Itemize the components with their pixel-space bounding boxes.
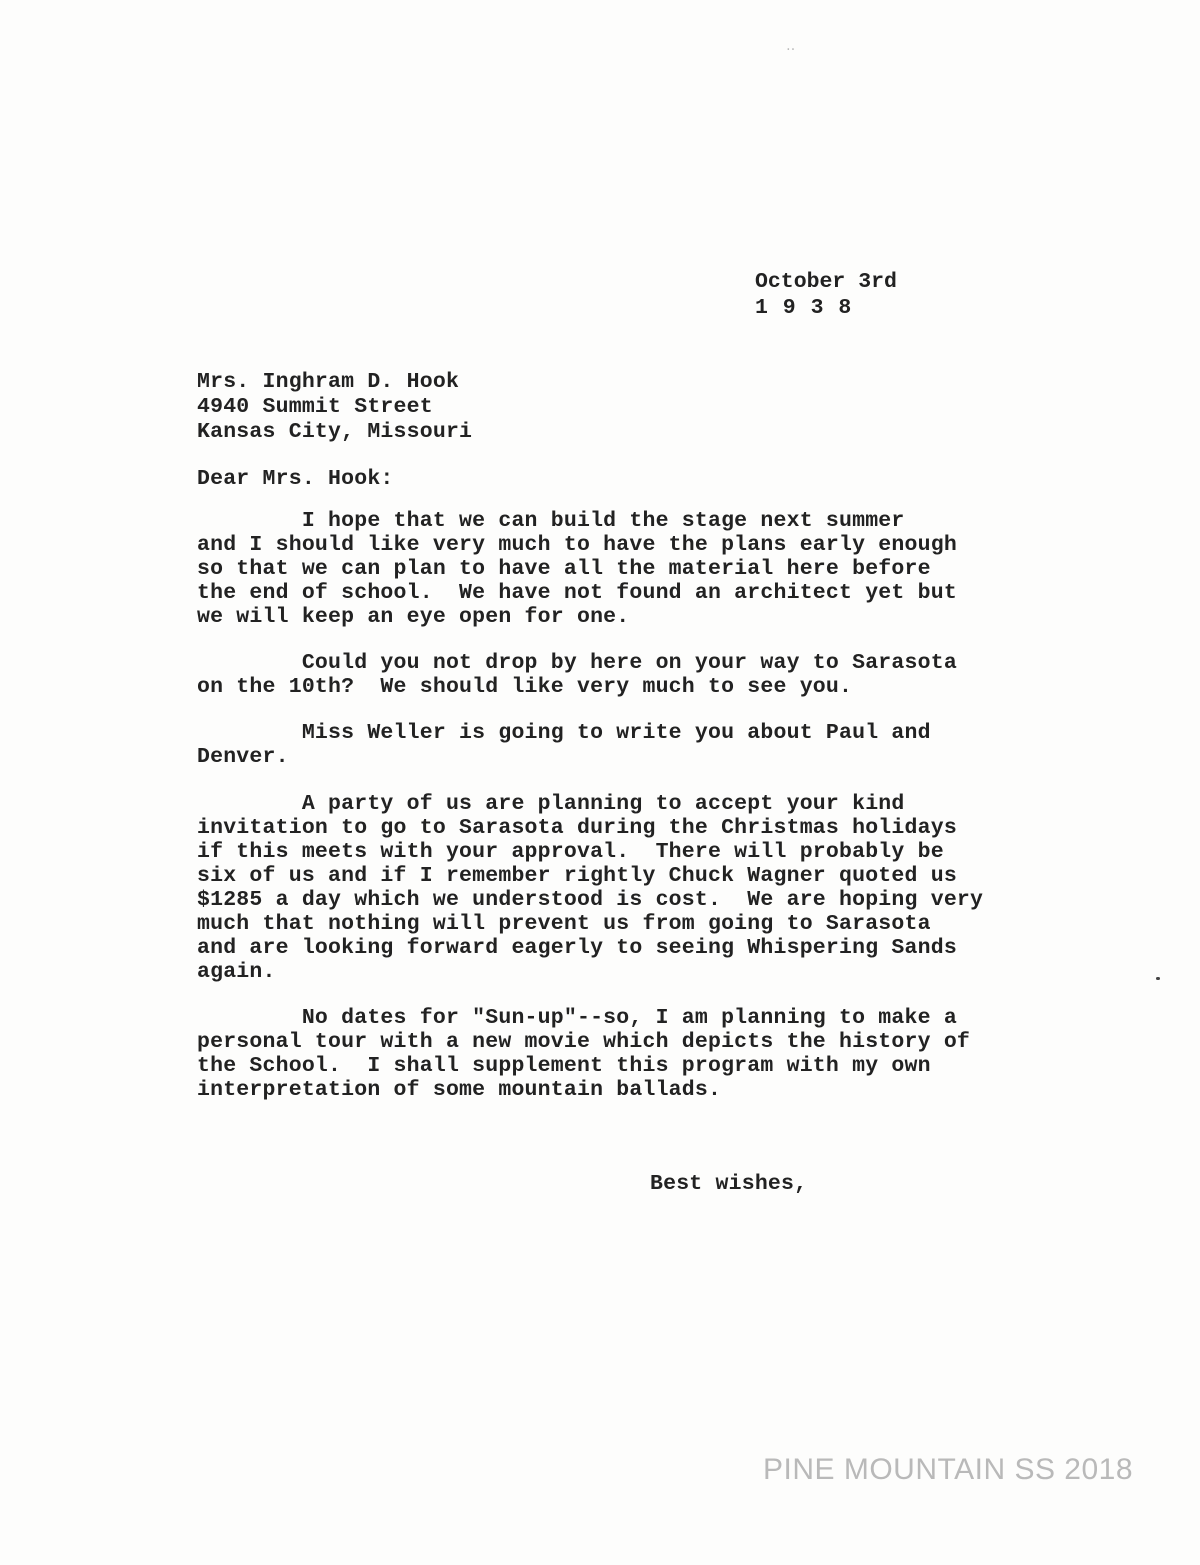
paragraph-4-line-2: invitation to go to Sarasota during the Christmas holidays — [197, 816, 957, 840]
paragraph-4-line-3: if this meets with your approval. There will probably be — [197, 840, 944, 864]
recipient-name: Mrs. Inghram D. Hook — [197, 370, 460, 394]
paragraph-4-line-5: $1285 a day which we understood is cost. We are hoping very — [197, 888, 984, 912]
paragraph-1-line-4: the end of school. We have not found an architect yet but — [197, 581, 957, 605]
paragraph-2-line-2: on the 10th? We should like very much to see you. — [197, 675, 853, 699]
paper-speck — [1156, 977, 1160, 980]
paragraph-3-line-2: Denver. — [197, 745, 289, 769]
archive-watermark: PINE MOUNTAIN SS 2018 — [763, 1453, 1134, 1486]
closing: Best wishes, — [650, 1172, 808, 1196]
paragraph-5-line-4: interpretation of some mountain ballads. — [197, 1078, 722, 1102]
paragraph-1-line-5: we will keep an eye open for one. — [197, 605, 630, 629]
paragraph-1-line-2: and I should like very much to have the plans early enough — [197, 533, 957, 557]
paragraph-4-line-4: six of us and if I remember rightly Chuck Wagner quoted us — [197, 864, 957, 888]
paragraph-4-line-7: and are looking forward eagerly to seeing Whispering Sands — [197, 936, 957, 960]
salutation: Dear Mrs. Hook: — [197, 467, 394, 491]
paragraph-5-line-3: the School. I shall supplement this program with my own — [197, 1054, 931, 1078]
paragraph-5-line-1: No dates for "Sun-up"--so, I am planning to make a — [197, 1006, 957, 1030]
recipient-street: 4940 Summit Street — [197, 395, 433, 419]
paragraph-5-line-2: personal tour with a new movie which depicts the history of — [197, 1030, 971, 1054]
paragraph-4-line-1: A party of us are planning to accept your kind — [197, 792, 905, 816]
paragraph-2-line-1: Could you not drop by here on your way to Sarasota — [197, 651, 957, 675]
paragraph-4-line-8: again. — [197, 960, 276, 984]
paragraph-3-line-1: Miss Weller is going to write you about Paul and — [197, 721, 931, 745]
ink-smudge-mark: ․․ — [786, 38, 796, 54]
paragraph-1-line-1: I hope that we can build the stage next summer — [197, 509, 905, 533]
date-year: 1 9 3 8 — [755, 296, 853, 320]
paragraph-1-line-3: so that we can plan to have all the material here before — [197, 557, 931, 581]
paragraph-4-line-6: much that nothing will prevent us from going to Sarasota — [197, 912, 931, 936]
recipient-city: Kansas City, Missouri — [197, 420, 473, 444]
date-month-day: October 3rd — [755, 270, 897, 294]
